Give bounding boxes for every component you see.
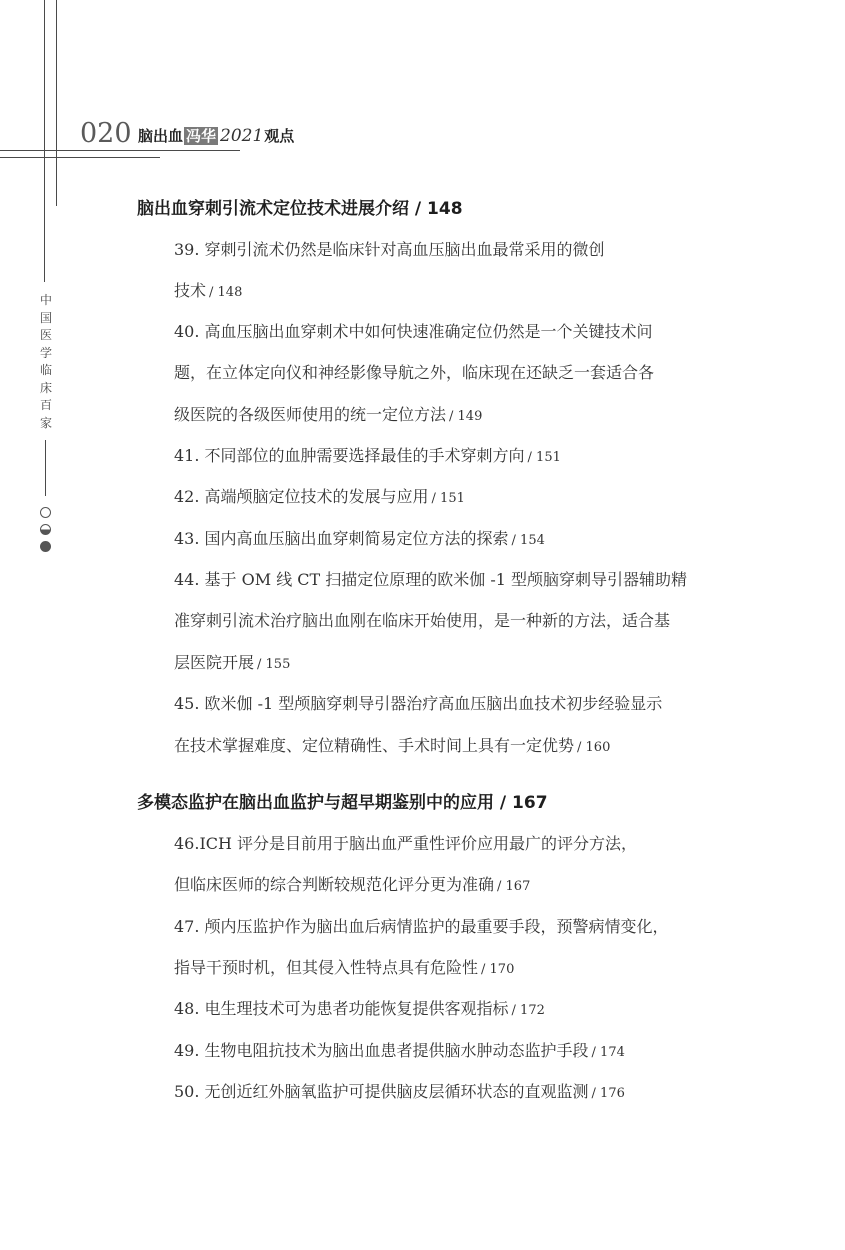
frame-line-vertical-inner	[56, 0, 57, 206]
entry-40-line-3	[174, 404, 482, 428]
side-divider-line	[45, 440, 46, 496]
entry-44-line-1: 44. 基于 OM 线 CT 扫描定位原理的欧米伽 -1 型颅脑穿刺导引器辅助精	[174, 570, 688, 589]
empty-circle-icon	[40, 507, 51, 518]
running-header-title	[138, 126, 294, 146]
entry-50-text: 50. 无创近红外脑氧监护可提供脑皮层循环状态的直观监测	[174, 1082, 589, 1101]
entry-44-page: / 155	[257, 657, 291, 672]
entry-44-line-3	[174, 652, 290, 676]
entry-43-page: / 154	[511, 533, 545, 548]
entry-40-page: / 149	[449, 409, 483, 424]
entry-46-page: / 167	[497, 879, 531, 894]
entry-46-line-1: 46.ICH 评分是目前用于脑出血严重性评价应用最广的评分方法，	[174, 834, 638, 853]
frame-line-vertical-outer	[44, 0, 45, 282]
section-title-2: 多模态监护在脑出血监护与超早期鉴别中的应用 / 167	[137, 793, 548, 813]
entry-45-line-1: 45. 欧米伽 -1 型颅脑穿刺导引器治疗高血压脑出血技术初步经验显示	[174, 694, 663, 713]
entry-47-page: / 170	[481, 962, 515, 977]
entry-41	[174, 445, 561, 469]
entry-42	[174, 486, 465, 510]
header-title-part2: 观点	[264, 127, 295, 145]
entry-48-page: / 172	[511, 1003, 545, 1018]
entry-50	[174, 1081, 625, 1105]
entry-47-line-1: 47. 颅内压监护作为脑出血后病情监护的最重要手段，预警病情变化，	[174, 917, 669, 936]
entry-44-line-2: 准穿刺引流术治疗脑出血刚在临床开始使用，是一种新的方法，适合基	[174, 611, 671, 630]
entry-43-text: 43. 国内高血压脑出血穿刺简易定位方法的探索	[174, 529, 509, 548]
entry-45-page: / 160	[577, 740, 611, 755]
entry-40-line-2: 题，在立体定向仪和神经影像导航之外，临床现在还缺乏一套适合各	[174, 363, 655, 382]
entry-45-line-2	[174, 735, 610, 759]
entry-48-text: 48. 电生理技术可为患者功能恢复提供客观指标	[174, 999, 509, 1018]
entry-47-text: 指导干预时机，但其侵入性特点具有危险性	[174, 958, 479, 977]
entry-46-text: 但临床医师的综合判断较规范化评分更为准确	[174, 875, 495, 894]
entry-39-line-1: 39. 穿刺引流术仍然是临床针对高血压脑出血最常采用的微创	[174, 240, 605, 259]
section-title-1: 脑出血穿刺引流术定位技术进展介绍 / 148	[137, 199, 463, 219]
entry-43	[174, 528, 545, 552]
entry-48	[174, 998, 545, 1022]
frame-line-horizontal-lower	[0, 157, 160, 158]
entry-41-text: 41. 不同部位的血肿需要选择最佳的手术穿刺方向	[174, 446, 525, 465]
entry-40-text: 级医院的各级医师使用的统一定位方法	[174, 405, 447, 424]
header-title-year: 2021	[220, 126, 264, 146]
entry-46-line-2	[174, 874, 530, 898]
header-title-highlight: 冯华	[186, 127, 217, 145]
entry-49-page: / 174	[591, 1045, 625, 1060]
entry-42-page: / 151	[431, 491, 465, 506]
entry-39-page: / 148	[209, 285, 243, 300]
entry-39-text: 技术	[174, 281, 207, 300]
entry-49	[174, 1040, 625, 1064]
half-filled-circle-icon	[40, 524, 51, 535]
entry-40-line-1: 40. 高血压脑出血穿刺术中如何快速准确定位仍然是一个关键技术问	[174, 322, 653, 341]
entry-39-line-2	[174, 280, 242, 304]
entry-41-page: / 151	[527, 450, 561, 465]
entry-49-text: 49. 生物电阻抗技术为脑出血患者提供脑水肿动态监护手段	[174, 1041, 589, 1060]
entry-50-page: / 176	[591, 1086, 625, 1101]
frame-line-horizontal-upper	[0, 150, 240, 151]
header-title-part1: 脑出血	[138, 127, 184, 145]
side-series-title: 中国医学临床百家	[39, 293, 52, 430]
entry-47-line-2	[174, 957, 514, 981]
entry-42-text: 42. 高端颅脑定位技术的发展与应用	[174, 487, 429, 506]
entry-45-text: 在技术掌握难度、定位精确性、手术时间上具有一定优势	[174, 736, 575, 755]
page-number: 020	[80, 118, 132, 149]
filled-circle-icon	[40, 541, 51, 552]
entry-44-text: 层医院开展	[174, 653, 255, 672]
